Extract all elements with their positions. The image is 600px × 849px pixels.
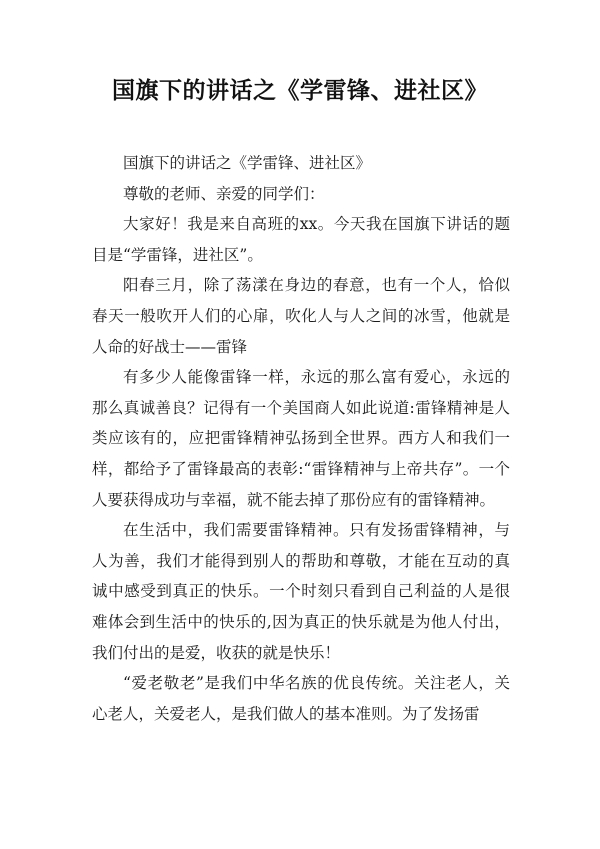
paragraph-spring: 阳春三月，除了荡漾在身边的春意，也有一个人，恰似春天一般吹开人们的心扉，吹化人与人之间的冰雪，他就是人命的好战士——雷锋 — [92, 276, 510, 356]
paragraph-leifeng-spirit: 有多少人能像雷锋一样，永远的那么富有爱心，永远的那么真诚善良？记得有一个美国商人如此说道:雷锋精神是人类应该有的，应把雷锋精神弘扬到全世界。西方人和我们一样，都给予了雷锋最高的表彰:“雷锋精神与上帝共存”。一个人要获得成功与幸福，就不能去掉了那份应有的雷锋精神。 — [92, 368, 510, 509]
paragraph-daily-life: 在生活中，我们需要雷锋精神。只有发扬雷锋精神，与人为善，我们才能得到别人的帮助和尊敬，才能在互动的真诚中感受到真正的快乐。一个时刻只看到自己利益的人是很难体会到生活中的快乐的,因为真正的快乐就是为他人付出，我们付出的是爱，收获的就是快乐！ — [92, 521, 510, 662]
paragraph-subtitle: 国旗下的讲话之《学雷锋、进社区》 — [123, 154, 372, 172]
document-body — [92, 148, 510, 729]
paragraph-greeting: 大家好！我是来自高班的xx。今天我在国旗下讲话的题目是“学雷锋，进社区”。 — [92, 215, 510, 264]
paragraph-respect-elderly: “爱老敬老”是我们中华名族的优良传统。关注老人，关心老人，关爱老人，是我们做人的基本准则。为了发扬雷 — [92, 674, 510, 723]
document-title: 国旗下的讲话之《学雷锋、进社区》 — [112, 77, 488, 104]
paragraph-salutation: 尊敬的老师、亲爱的同学们： — [123, 184, 325, 203]
